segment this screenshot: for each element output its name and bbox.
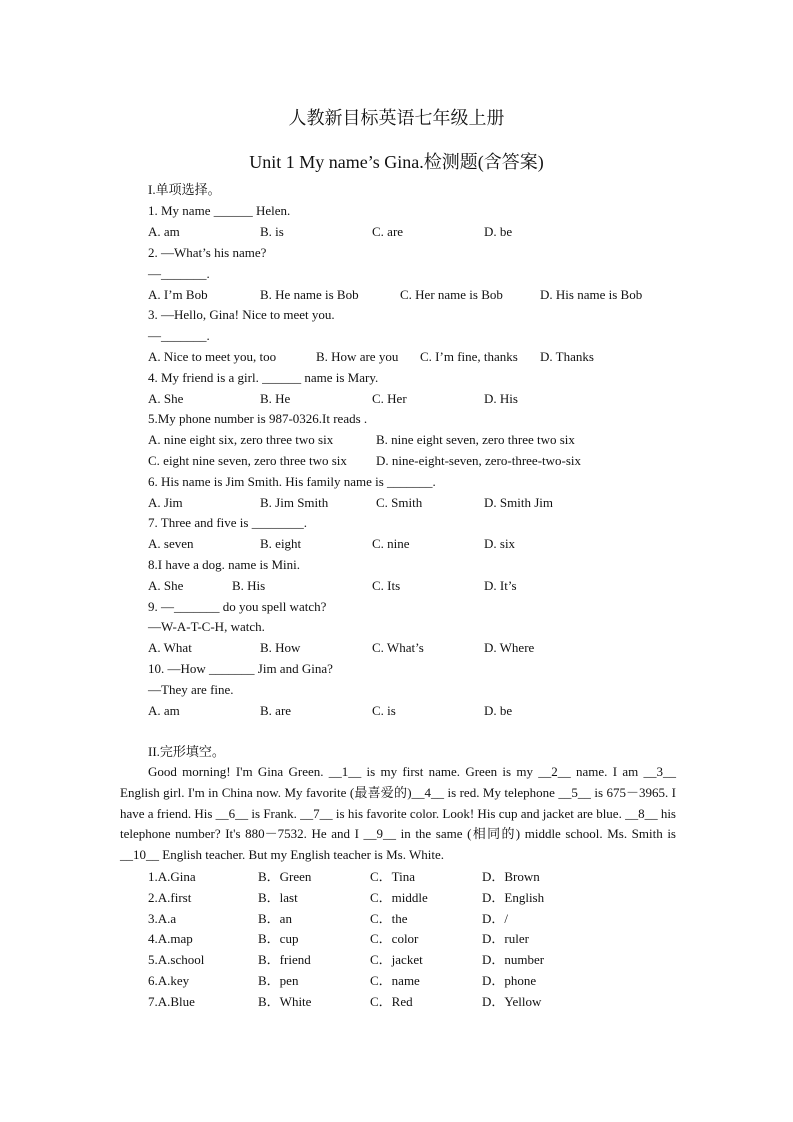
cloze-5-option-d: D．number [482,952,545,967]
q7-option-d: D. six [484,536,516,551]
q7-option-a: A. seven [148,536,194,551]
cloze-5-option-c: C．jacket [370,952,423,967]
q1-option-a: A. am [148,224,180,239]
cloze-1-option-d: D．Brown [482,869,540,884]
cloze-3-option-a: 3.A.a [148,911,177,926]
cloze-3-option-d: D．/ [482,911,509,926]
q8-option-b: B. His [232,578,266,593]
q10-option-a: A. am [148,703,180,718]
q8-option-a: A. She [148,578,184,593]
cloze-2-option-c: C．middle [370,890,428,905]
cloze-1-option-c: C．Tina [370,869,416,884]
cloze-4-option-a: 4.A.map [148,931,193,946]
q9-option-a: A. What [148,640,192,655]
q1-option-b: B. is [260,224,284,239]
question-7: 7. Three and five is ________. [148,515,307,530]
question-3-answer-line: —_______. [148,328,210,343]
question-10-answer-line: —They are fine. [148,682,234,697]
question-2-answer-line: —_______. [148,266,210,281]
question-9: 9. —_______ do you spell watch? [148,599,327,614]
cloze-5-option-a: 5.A.school [148,952,205,967]
cloze-6-option-b: B．pen [258,973,299,988]
q6-option-c: C. Smith [376,495,423,510]
cloze-1-option-a: 1.A.Gina [148,869,196,884]
q4-option-b: B. He [260,391,291,406]
q7-option-b: B. eight [260,536,302,551]
q2-option-b: B. He name is Bob [260,287,359,302]
q10-option-d: D. be [484,703,513,718]
cloze-2-option-b: B．last [258,890,298,905]
cloze-6-option-d: D．phone [482,973,537,988]
q10-option-c: C. is [372,703,396,718]
cloze-7-option-b: B．White [258,994,312,1009]
section-heading: II.完形填空。 [148,744,225,759]
section-heading: I.单项选择。 [148,182,221,197]
question-6: 6. His name is Jim Smith. His family name is _______. [148,474,436,489]
question-2: 2. —What’s his name? [148,245,267,260]
cloze-4-option-d: D．ruler [482,931,529,946]
cloze-3-option-b: B．an [258,911,292,926]
question-9-answer-line: —W-A-T-C-H, watch. [148,619,265,634]
q7-option-c: C. nine [372,536,410,551]
question-5: 5.My phone number is 987-0326.It reads . [148,411,368,426]
q3-option-a: A. Nice to meet you, too [148,349,277,364]
cloze-7-option-d: D．Yellow [482,994,542,1009]
q4-option-a: A. She [148,391,184,406]
q3-option-c: C. I’m fine, thanks [420,349,518,364]
cloze-6-option-a: 6.A.key [148,973,190,988]
cloze-4-option-b: B．cup [258,931,299,946]
cloze-passage: Good morning! I'm Gina Green. __1__ is my first name. Green is my __2__ name. I am __3__ English girl. I'm in China now. My favorite (最喜爱的)__4__ is red. My telephone __5__ is 675－3965. I have a friend. His __6__ is Frank. __7__ is his favorite color. Look! His cup and jacket are blue. __8__ his telephone number? It's 880－7532. He and I __9__ in the same (相同的) middle school. Ms. Smith is __10__ English teacher. But my English teacher is Ms. White. [120,764,676,863]
question-1: 1. My name ______ Helen. [148,203,291,218]
question-4: 4. My friend is a girl. ______ name is Mary. [148,370,379,385]
q5-option-b: B. nine eight seven, zero three two six [376,432,575,447]
q9-option-b: B. How [260,640,301,655]
q5-option-d: D. nine-eight-seven, zero-three-two-six [376,453,582,468]
cloze-6-option-c: C．name [370,973,420,988]
q4-option-c: C. Her [372,391,407,406]
q1-option-d: D. be [484,224,513,239]
q6-option-d: D. Smith Jim [484,495,553,510]
cloze-2-option-d: D．English [482,890,545,905]
question-3: 3. —Hello, Gina! Nice to meet you. [148,307,335,322]
q9-option-c: C. What’s [372,640,424,655]
cloze-2-option-a: 2.A.first [148,890,192,905]
cloze-5-option-b: B．friend [258,952,311,967]
q6-option-a: A. Jim [148,495,183,510]
cloze-7-option-c: C．Red [370,994,413,1009]
q9-option-d: D. Where [484,640,535,655]
q6-option-b: B. Jim Smith [260,495,329,510]
question-10: 10. —How _______ Jim and Gina? [148,661,333,676]
q2-option-a: A. I’m Bob [148,287,208,302]
q4-option-d: D. His [484,391,518,406]
q5-option-a: A. nine eight six, zero three two six [148,432,334,447]
page-subtitle: Unit 1 My name’s Gina.检测题(含答案) [249,152,544,172]
q8-option-c: C. Its [372,578,401,593]
cloze-1-option-b: B．Green [258,869,312,884]
cloze-7-option-a: 7.A.Blue [148,994,195,1009]
q3-option-b: B. How are you [316,349,399,364]
q10-option-b: B. are [260,703,292,718]
q5-option-c: C. eight nine seven, zero three two six [148,453,347,468]
q2-option-d: D. His name is Bob [540,287,643,302]
page-title: 人教新目标英语七年级上册 [288,108,505,128]
q2-option-c: C. Her name is Bob [400,287,503,302]
q1-option-c: C. are [372,224,404,239]
q3-option-d: D. Thanks [540,349,594,364]
q8-option-d: D. It’s [484,578,517,593]
question-8: 8.I have a dog. name is Mini. [148,557,300,572]
cloze-3-option-c: C．the [370,911,408,926]
cloze-4-option-c: C．color [370,931,419,946]
